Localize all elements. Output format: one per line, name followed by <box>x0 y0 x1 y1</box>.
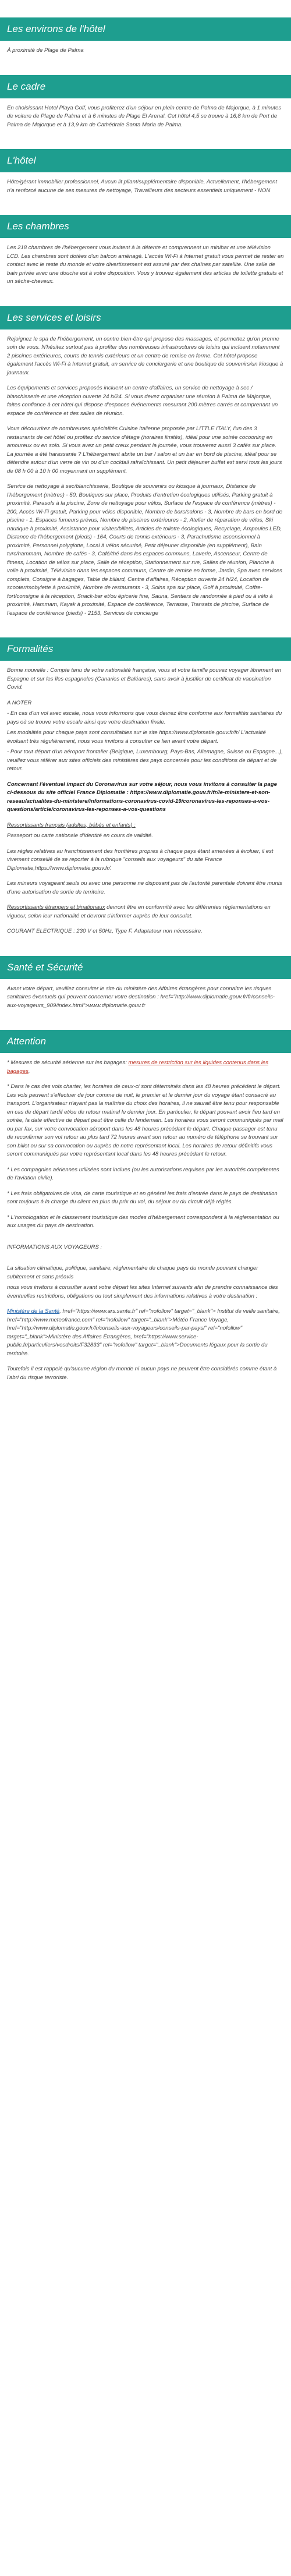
section-chambres <box>0 215 291 296</box>
services-paragraph-2: Les équipements et services proposés incluent un centre d'affaires, un service de nettoyage à sec / blanchisserie et une réception ouverte 24 h/24. Si vous devez organiser une réunion à Palma de Majorque, faites confiance à cet hôtel qui dispose d'espaces événements mesurant 200 mètres carrés et comprenant un espace de conférence et des salles de réunion. <box>7 385 278 417</box>
attention-last: Toutefois il est rappelé qu'aucune région du monde ni aucun pays ne peuvent être considérés comme étant à l'abri du risque terroriste. <box>7 1366 277 1381</box>
services-paragraph-1: Rejoignez le spa de l'hébergement, un centre bien-être qui propose des massages, et permettez qu'on prenne soin de vous. N'hésitez surtout pas à profiter des nombreuses infrastructures de loisirs qui incluent notamment 2 piscines extérieures, courts de tennis extérieurs et un centre de remise en forme. Cet hôtel propose également l'accès Wi-Fi à Internet gratuit, un service de conciergerie et une boutique de souvenirs/un kiosque à journaux. <box>7 335 283 376</box>
attention-info-title: INFORMATIONS AUX VOYAGEURS : <box>7 1243 102 1250</box>
sante-text: Avant votre départ, veuillez consulter le site du ministère des Affaires étrangères pour connaître les risques sanitaires éventuels qui peuvent concerner votre destination : href="http://www.diplomatie.gouv.fr/fr/conseils-aux-voyageurs_909/index.html">www.diplomatie.gouv.fr <box>7 985 275 1009</box>
attention-info-1: La situation climatique, politique, sanitaire, réglementaire de chaque pays du monde pouvant changer subitement et sans préavis <box>7 1265 258 1280</box>
attention-links <box>7 1308 284 1358</box>
formalites-etrangers-title: Ressortissants étrangers et binationaux <box>7 904 105 910</box>
environs-text: À proximité de Plage de Palma <box>7 47 84 54</box>
cadre-text: En choisissant Hotel Playa Golf, vous profiterez d'un séjour en plein centre de Palma de Majorque, à 1 minutes de voiture de Plage de Palma et à 6 minutes de Plage El Arenal. Cet hôtel 4,5 se trouve à 16,8 km de Port de Palma de Majorque et à 13,9 km de Cathédrale Santa Maria de Palma. <box>7 104 282 128</box>
formalites-paragraph-1: Bonne nouvelle : Compte tenu de votre nationalité française, vous et votre famille pouvez voyager librement en Espagne et sur les îles espagnoles (Canaries et Baléares), sans avoir à justifier de certificat de vaccination Covid. <box>7 667 281 690</box>
formalites-note-1: - En cas d'un vol avec escale, nous vous informons que vous devrez être conforme aux formalités sanitaires du pays où se trouve votre escale ainsi que votre destination finale. <box>7 710 282 725</box>
services-paragraph-3: Vous découvrirez de nombreuses spécialités Cuisine italienne proposée par LITTLE ITALY, l'un des 3 restaurants de cet hôtel ou profitez du service d'étage (horaires limités), idéal pour une soirée cocooning en amoureux ou en solo. Si vous avez un petit creux pendant la journée, vous trouverez aussi 3 cafés sur place. La journée a été harassante ? L'hébergement abrite un bar / salon et un bar en bord de piscine, idéal pour se détendre autour d'un verre de vin ou d'un cocktail rafraîchissant. Un petit déjeuner buffet est servi tous les jours de 08 h 00 à 10 h 00 moyennant un supplément. <box>7 426 282 474</box>
attention-paragraph-2: * Dans le cas des vols charter, les horaires de ceux-ci sont déterminés dans les 48 heures précédent le départ. Les vols peuvent s'effectuer de jour comme de nuit, le premier et le dernier jour du voyage étant consacré au transport. L'organisateur n'ayant pas la maîtrise du choix des horaires, il ne saurait être tenu pour responsable en cas de départ tardif et/ou de retour matinal le dernier jour. En particulier, le départ pouvant avoir lieu tard en soirée, la date effective de départ peut être celle du lendemain. Les horaires vous seront communiqués par mail ou par fax, sur votre convocation aéroport dans les 48 heures précédant le départ. Chaque passager est tenu de reconfirmer son vol retour au plus tard 72 heures avant son retour au numéro de téléphone se trouvant sur son billet ou sur sa convocation ou auprès de notre représentant local. Les horaires de retour définitifs vous seront communiqués par votre représentant local dans les 48 heures précédant le retour. <box>7 1083 283 1157</box>
formalites-note-2: Les modalités pour chaque pays sont consultables sur le site https://www.diplomatie.gouv.fr/fr/ L'actualité évoluant très régulièrement, nous vous invitons à consulter ce lien avant votre départ. <box>7 729 266 745</box>
ministere-sante-link[interactable]: Ministère de la Santé <box>7 1308 60 1314</box>
section-title-cadre: Le cadre <box>0 75 291 98</box>
formalites-regles: Les règles relatives au franchissement des frontières propres à chaque pays étant amenées à évoluer, il est vivement conseillé de se reporter à la rubrique "conseils aux voyageurs" du site France Diplomatie,https://www.diplomatie.gouv.fr/. <box>7 848 274 871</box>
section-environs <box>0 17 291 65</box>
section-title-environs: Les environs de l'hôtel <box>0 17 291 41</box>
chambres-text: Les 218 chambres de l'hébergement vous invitent à la détente et comprennent un minibar et une télévision LCD. Les chambres sont dotées d'un balcon aménagé. L'accès Wi-Fi à Internet gratuit vous permet de rester en contact avec le reste du monde et votre divertissement est assuré par des chaînes par satellite. Une salle de bain privée avec une douche est à votre disposition. Vous y trouvez également des articles de toilette gratuits et un sèche-cheveux. <box>7 245 284 285</box>
formalites-etrangers <box>7 903 284 920</box>
formalites-coronavirus-warning: Concernant l'éventuel impact du Coronavirus sur votre séjour, nous vous invitons à consulter la page ci-dessous du site officiel France Diplomatie : https://www.diplomatie.gouv.fr/fr/le-ministere-et-son-reseau/actualites-du-ministere/informations-coronavirus-covid-19/coronavirus-les-reponses-a-vos-questions/article/coronavirus-les-reponses-a-vos-questions <box>7 781 277 813</box>
formalites-etrangers-text: devront être en conformité avec les différentes réglementations en vigueur, selon leur nationalité et devront s'informer auprès de leur consulat. <box>7 904 271 919</box>
section-sante <box>0 956 291 1020</box>
hotel-text: Hôte/gérant immobilier professionnel, Aucun lit pliant/supplémentaire disponible, Actuellement, l'hébergement n'a renforcé aucune de ses mesures de nettoyage, Travailleurs des secteurs essentiels uniquement - NON <box>7 179 278 194</box>
attention-paragraph-5: * L'homologation et le classement touristique des modes d'hébergement correspondent à la réglementation ou aux usages du pays de destination. <box>7 1214 279 1229</box>
attention-paragraph-4: * Les frais obligatoires de visa, de carte touristique et en général les frais d'entrée dans le pays de destination sont toujours à la charge du client en plus du prix du vol, du séjour ou du circuit déjà réglés. <box>7 1190 278 1205</box>
services-paragraph-4: Service de nettoyage à sec/blanchisserie, Boutique de souvenirs ou kiosque à journaux, Distance de l'hébergement (mètres) - 50, Boutiques sur place, Produits d'entretien écologiques utilisés, Parking gratuit à proximité, Parasols à la piscine, Zone de nettoyage pour vélos, Surface de l'espace de conférence (mètres) - 200, Accès Wi-Fi gratuit, Parking pour vélos disponible, Nombre de bars/salons - 3, Nombre de bars en bord de piscine - 1, Espaces fumeurs prévus, Nombre de piscines extérieures - 2, Atelier de réparation de vélos, Ski nautique à proximité, Assistance pour visites/billets, Articles de toilette écologiques, Recyclage, Ampoules LED, Distance de l'hébergement (pieds) - 164, Courts de tennis extérieurs - 3, Parachutisme ascensionnel à proximité, Personnel polyglotte, Local à vélos sécurisé, Petit déjeuner disponible (en supplément), Bain turc/hammam, Nombre de cafés - 3, Café/thé dans les espaces communs, Laverie, Ascenseur, Centre de fitness, Location de vélos sur place, Salle de réception, Stationnement sur rue, Salles de réunion, Planche à voile à proximité, Télévision dans les espaces communs, Centre de remise en forme, Jardin, Spa avec services complets, Consigne à bagages, Table de billard, Centre d'affaires, Réception ouverte 24 h/24, Location de scooter/mobylette à proximité, Nombre de restaurants - 3, Soins spa sur place, Golf à proximité, Coffre-fort/consigne à la réception, Snack-bar et/ou épicerie fine, Sauna, Sentiers de randonnée à pied ou à vélo à proximité, Hammam, Kayak à proximité, Espace de conférence, Terrasse, Transats de piscine, Surface de l'espace de conférence (pieds) - 2153, Services de concierge <box>7 483 283 616</box>
section-title-attention: Attention <box>0 1030 291 1053</box>
section-hotel <box>0 149 291 204</box>
section-title-services: Les services et loisirs <box>0 306 291 329</box>
formalites-ressortissants-text: Passeport ou carte nationale d'identité en cours de validité. <box>7 832 153 839</box>
bagages-liquides-link[interactable]: mesures de restriction sur les liquides contenus dans les bagages <box>7 1060 269 1075</box>
section-services <box>0 306 291 628</box>
formalites-courant: COURANT ELECTRIQUE : 230 V et 50Hz, Type F. Adaptateur non nécessaire. <box>7 928 203 934</box>
section-cadre <box>0 75 291 139</box>
attention-info-2: nous vous invitons à consulter avant votre départ les sites Internet suivants afin de prendre connaissance des éventuelles restrictions, obligations ou tout simplement des informations relatives à votre destination : <box>7 1284 278 1299</box>
section-title-formalites: Formalités <box>0 637 291 661</box>
section-title-hotel: L'hôtel <box>0 149 291 172</box>
section-formalites <box>0 637 291 945</box>
formalites-note-title: A NOTER <box>7 699 32 706</box>
formalites-mineurs: Les mineurs voyageant seuls ou avec une personne ne disposant pas de l'autorité parentale doivent être munis d'une autorisation de sortie de territoire. <box>7 880 282 895</box>
section-attention <box>0 1030 291 1391</box>
attention-paragraph-3: * Les compagnies aériennes utilisées sont inclues (ou les autorisations requises par les autorités compétentes de l'aviation civile). <box>7 1166 279 1181</box>
attention-paragraph-1 <box>7 1059 284 1076</box>
attention-bagages-end: . <box>28 1068 30 1075</box>
attention-bagages-intro: * Mesures de sécurité aérienne sur les bagages: <box>7 1060 129 1066</box>
section-title-sante: Santé et Sécurité <box>0 956 291 979</box>
section-title-chambres: Les chambres <box>0 215 291 238</box>
formalites-note-3: - Pour tout départ d'un aéroport frontalier (Belgique, Luxembourg, Pays-Bas, Allemagne, Suisse ou Espagne...), veuillez vous référer aux sites officiels des ministères des pays concernés pour les conditions de départ et de retour. <box>7 749 283 772</box>
attention-links-text: , href="https://www.ars.sante.fr" rel="nofollow" target="_blank"> Institut de veille sanitaire, href="http://www.meteofrance.com" rel="nofollow" target="_blank">Météo France Voyage, href="http://www.diplomatie.gouv.fr/fr/conseils-aux-voyageurs/conseils-par-pays/" rel="nofollow" target="_blank">Ministère des Affaires Étrangères, href="https://www.service-public.fr/particuliers/vosdroits/F32833" rel="nofollow" target="_blank">Documents légaux pour la sortie du territoire. <box>7 1308 280 1357</box>
hotel-info-page <box>0 17 291 1391</box>
formalites-ressortissants-title: Ressortissants français (adultes, bébés et enfants) : <box>7 821 136 828</box>
